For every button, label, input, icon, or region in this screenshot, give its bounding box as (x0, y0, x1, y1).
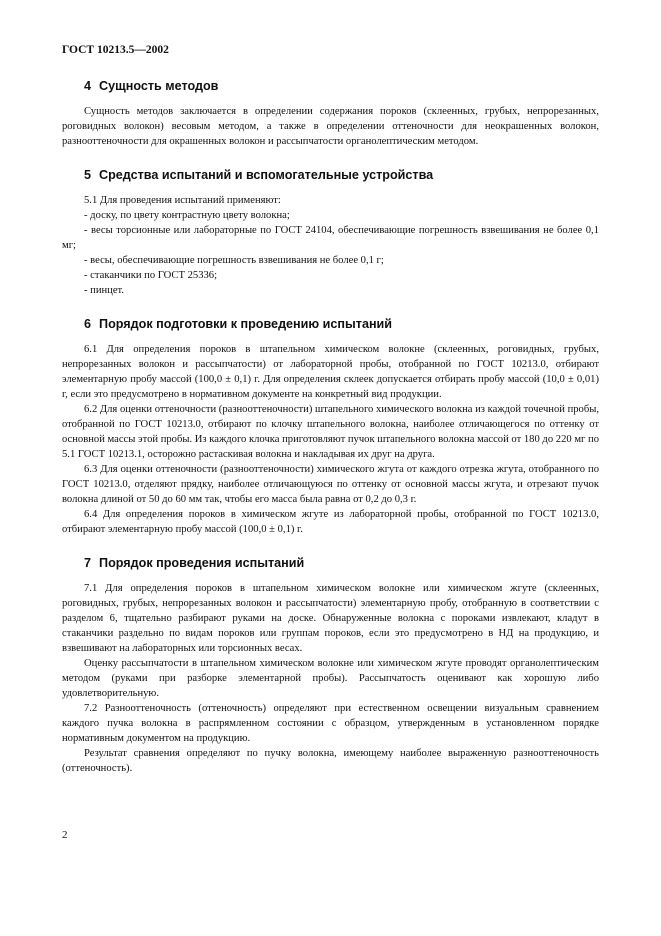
page-number: 2 (62, 829, 68, 841)
section-7-heading (84, 555, 599, 571)
equipment-item: - весы торсионные или лабораторные по ГОСТ 24104, обеспечивающие погрешность взвешивания не более 0,1 мг; (62, 225, 599, 251)
section-5-number: 5 (84, 168, 92, 182)
section-6-title: Порядок подготовки к проведению испытаний (99, 317, 393, 331)
section-7-title: Порядок проведения испытаний (99, 556, 305, 570)
section-4-heading (84, 78, 599, 94)
section-7 (62, 555, 599, 776)
document-body (62, 66, 599, 776)
section-5 (62, 167, 599, 298)
section-6-heading (84, 316, 599, 332)
section-4-number: 4 (84, 79, 92, 93)
equipment-list (62, 193, 599, 298)
equipment-list-intro: 5.1 Для проведения испытаний применяют: (84, 195, 281, 206)
equipment-item: - весы, обеспечивающие погрешность взвешивания не более 0,1 г; (84, 255, 384, 266)
section-6 (62, 316, 599, 537)
clause-6-3: 6.3 Для оценки оттеночности (разнооттеночности) химического жгута от каждого отрезка жгута, отобранного по ГОСТ 10213.0, отделяют прядку, наиболее отличающуюся по оттенку от основной массы жгута, и отрезают пучок волокна длиной от 50 до 60 мм так, чтобы его масса была равна от 0,2 до 0,3 г. (62, 464, 599, 505)
section-5-title: Средства испытаний и вспомогательные устройства (99, 168, 434, 182)
clause-6-2: 6.2 Для оценки оттеночности (разнооттеночности) штапельного химического волокна из каждой точечной пробы, отобранной по ГОСТ 10213.0, отбирают по клочку штапельного волокна, наиболее отличающегося по оттенку от основной массы этой пробы. Из каждого клочка приготовляют пучок штапельного волокна массой от 180 до 220 мг по 5.1 ГОСТ 10213.1, осторожно растаскивая волокна и накладывая их друг на друга. (62, 404, 599, 460)
section-4-title: Сущность методов (99, 79, 219, 93)
clause-7-2: 7.2 Разнооттеночность (оттеночность) определяют при естественном освещении визуальным сравнением каждого пучка волокна в распрямленном состоянии с образцом, утвержденным в установленном порядке нормативным документом на продукцию. (62, 703, 599, 744)
document-header: ГОСТ 10213.5—2002 (62, 44, 169, 56)
section-7-number: 7 (84, 556, 92, 570)
section-5-heading (84, 167, 599, 183)
clause-6-1: 6.1 Для определения пороков в штапельном химическом волокне (склеенных, роговидных, грубых, непрорезанных волокон и рассыпчатости) от лабораторной пробы, отобранной по ГОСТ 10213.0, отбирают элементарную пробу массой (100,0 ± 0,1) г. Для определения склеек допускается отбирать пробу массой (10,0 ± 0,01) г, если это предусмотрено в нормативном документе на конкретный вид продукции. (62, 344, 599, 400)
clause-7-1: 7.1 Для определения пороков в штапельном химическом волокне или химическом жгуте (склеенных, роговидных, грубых, непрорезанных волокон и рассыпчатости) элементарную пробу, отобранную в соответствии с разделом 6, тщательно разбирают руками на доске. Обнаруженные волокна с пороками извлекают, кладут в стаканчики раздельно по видам пороков или группам пороков, если это предусмотрено в НД на продукцию, и взвешивают на лабораторных или торсионных весах. (62, 583, 599, 654)
section-4 (62, 78, 599, 149)
section-6-number: 6 (84, 317, 92, 331)
equipment-item: - пинцет. (84, 285, 125, 296)
clause-7-2-result: Результат сравнения определяют по пучку волокна, имеющему наиболее выраженную разнооттеночность (оттеночность). (62, 748, 599, 774)
clause-6-4: 6.4 Для определения пороков в химическом жгуте из лабораторной пробы, отобранной по ГОСТ 10213.0, отбирают элементарную пробу массой (100,0 ± 0,1) г. (62, 509, 599, 535)
section-4-paragraph: Сущность методов заключается в определении содержания пороков (склеенных, грубых, непрорезанных, роговидных волокон) весовым методом, а также в определении оттеночности для неокрашенных волокон, разнооттеночности для окрашенных волокон и рассыпчатости органолептическим методом. (62, 106, 599, 147)
clause-7-1-friability: Оценку рассыпчатости в штапельном химическом волокне или химическом жгуте проводят органолептическим методом (руками при разборке элементарной пробы). Рассыпчатость оценивают как хорошую либо удовлетворительную. (62, 658, 599, 699)
equipment-item: - стаканчики по ГОСТ 25336; (84, 270, 218, 281)
equipment-item: - доску, по цвету контрастную цвету волокна; (84, 210, 290, 221)
